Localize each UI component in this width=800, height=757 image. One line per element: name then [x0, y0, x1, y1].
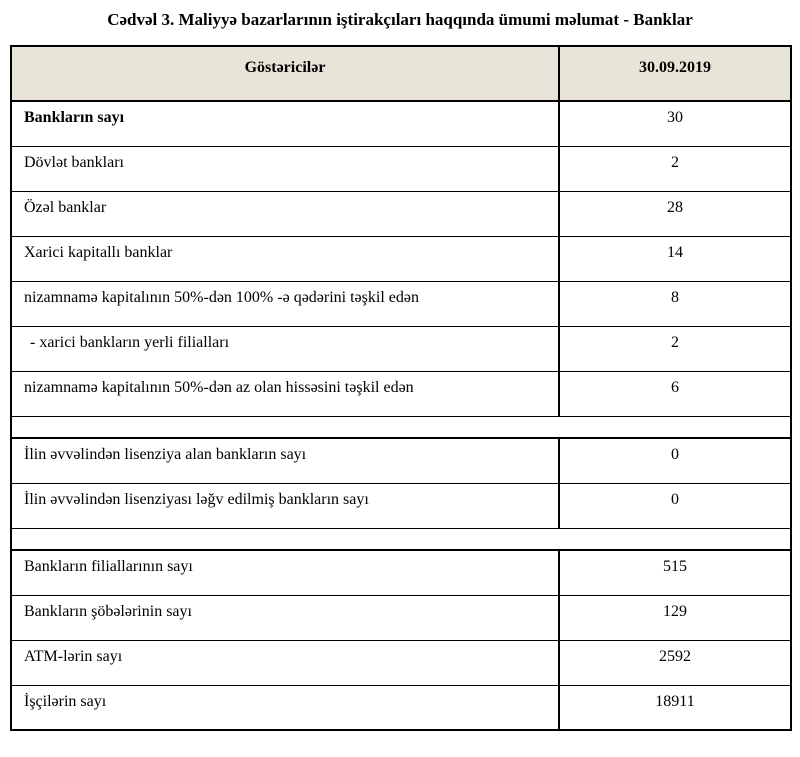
row-value: 18911 [559, 685, 791, 730]
row-label: Dövlət bankları [11, 146, 559, 191]
row-value: 8 [559, 281, 791, 326]
row-label: Bankların şöbələrinin sayı [11, 595, 559, 640]
table-row [11, 595, 791, 640]
row-label: Bankların sayı [11, 101, 559, 146]
row-value: 30 [559, 101, 791, 146]
spacer-cell [11, 416, 791, 438]
table-row [11, 685, 791, 730]
table-header-row [11, 46, 791, 101]
column-header-indicator: Göstəricilər [11, 46, 559, 101]
row-value: 0 [559, 483, 791, 528]
row-value: 515 [559, 550, 791, 595]
row-label: nizamnamə kapitalının 50%-dən 100% -ə qədərini təşkil edən [11, 281, 559, 326]
table-spacer-row [11, 528, 791, 550]
row-value: 28 [559, 191, 791, 236]
table-row [11, 483, 791, 528]
table-row [11, 236, 791, 281]
table-row [11, 550, 791, 595]
table-spacer-row [11, 416, 791, 438]
row-value: 2 [559, 146, 791, 191]
row-value: 129 [559, 595, 791, 640]
table-row [11, 371, 791, 416]
row-value: 2 [559, 326, 791, 371]
row-label: İşçilərin sayı [11, 685, 559, 730]
table-row [11, 281, 791, 326]
spacer-cell [11, 528, 791, 550]
row-label: Xarici kapitallı banklar [11, 236, 559, 281]
row-label: İlin əvvəlindən lisenziya alan bankların sayı [11, 438, 559, 483]
row-value: 0 [559, 438, 791, 483]
table-title: Cədvəl 3. Maliyyə bazarlarının iştirakçıları haqqında ümumi məlumat - Banklar [107, 10, 693, 29]
row-value: 6 [559, 371, 791, 416]
row-value: 2592 [559, 640, 791, 685]
row-label: Özəl banklar [11, 191, 559, 236]
table-row [11, 438, 791, 483]
row-label: Bankların filiallarının sayı [11, 550, 559, 595]
row-label: ATM-lərin sayı [11, 640, 559, 685]
row-label: nizamnamə kapitalının 50%-dən az olan hissəsini təşkil edən [11, 371, 559, 416]
banks-table [10, 45, 792, 731]
table-row [11, 326, 791, 371]
table-row [11, 191, 791, 236]
table-row [11, 101, 791, 146]
row-value: 14 [559, 236, 791, 281]
table-row [11, 146, 791, 191]
row-label: İlin əvvəlindən lisenziyası ləğv edilmiş bankların sayı [11, 483, 559, 528]
row-label: - xarici bankların yerli filialları [11, 326, 559, 371]
table-row [11, 640, 791, 685]
column-header-date: 30.09.2019 [559, 46, 791, 101]
